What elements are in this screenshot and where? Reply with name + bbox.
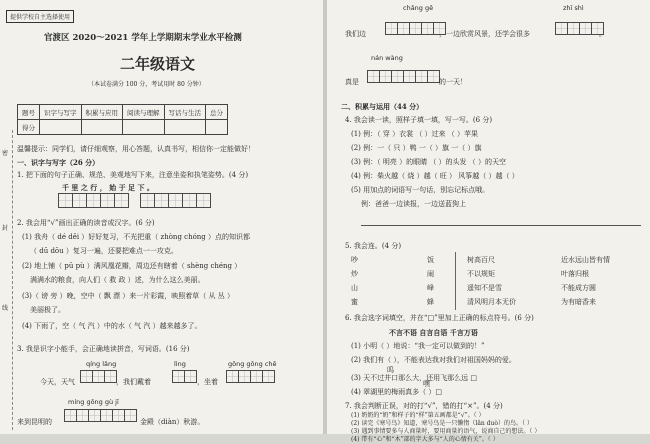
- q3-text: 来到昆明的: [17, 418, 52, 426]
- match-mid: 蜂: [427, 298, 434, 306]
- answer-grid: [80, 370, 116, 383]
- q3-text: ，我们戴着: [116, 378, 151, 386]
- q7-line: (3) 遇到事情要多与人商量时，要用商量的语气，说商自己的想法。（ ）: [351, 428, 541, 435]
- q2-line: 满满水的粮食，向人们（ 救 政 ）述，为什么这么美丽。: [30, 276, 205, 284]
- score-cell: [206, 120, 228, 135]
- q3-text: 我们边: [345, 30, 366, 38]
- pinyin: gōng gōng chē: [228, 360, 277, 368]
- pinyin: zhī shì: [563, 4, 584, 12]
- section-2-heading: 二、积累与运用（44 分）: [341, 102, 424, 111]
- q4-line: (5) 用加点的词语写一句话，别忘记标点哦。: [351, 186, 490, 194]
- q3-text: ，坐着: [197, 378, 218, 386]
- match-mid: 闹: [427, 270, 434, 278]
- reminder-text: 温馨提示：同学们，请仔细观察，用心答题，认真书写，相信你一定能做好！: [17, 145, 255, 153]
- q3-text: ，一边欣赏风景，还学会很多: [439, 30, 530, 38]
- q6-line: (4) 翠湖里的梅雨真多（ ）□: [351, 388, 442, 396]
- match-left: 山: [351, 284, 358, 292]
- pinyin: lìng: [174, 360, 186, 368]
- q3-text: 今天，天气: [40, 378, 75, 386]
- answer-grid: [226, 370, 274, 383]
- pinyin: qíng lǎng: [86, 360, 117, 368]
- score-cell: [40, 120, 82, 135]
- score-cell: [123, 120, 165, 135]
- q2-line: (2) 地上铺（ pū pù ）满风凰花瓣，周边还有瞎着（ shèng chéng ）: [22, 262, 242, 270]
- q6-mark: 嘿: [423, 380, 430, 388]
- score-row-label: 得分: [18, 120, 40, 135]
- match-right-a: 不以规矩: [467, 270, 495, 278]
- match-right-a: 遥知不是雪: [467, 284, 502, 292]
- exam-page-left: [0, 0, 323, 434]
- writing-grid: [58, 193, 128, 208]
- score-header: 总分: [206, 105, 228, 120]
- score-header: 识字与写字: [40, 105, 82, 120]
- seal-line-label: 密: [2, 150, 9, 157]
- match-left: 吵: [351, 256, 358, 264]
- q2-line: 美丽极了。: [30, 306, 65, 314]
- exam-page-right: [327, 0, 650, 443]
- question-1: 1. 把下面的句子正确、规范、美观地写下来，注意坐姿和执笔姿势。(4 分): [17, 171, 249, 179]
- pinyin: chǎng gē: [403, 4, 434, 12]
- q2-line: (4) 下雨了，空（ 气 汽 ）中的水（ 气 汽 ）越来越多了。: [22, 322, 202, 330]
- score-cell: [81, 120, 123, 135]
- q6-line: (2) 我们有（ ），不能表达我对我们对祖国妈妈的爱。: [351, 356, 516, 364]
- q2-line: (1) 我舟（ dé děi ）好好复习，不光把重（ zhòng chóng ）点的知识都: [22, 233, 251, 241]
- q4-line: (3) 例：（ 明亮 ）的眼睛 （ ）的头发 （ ）的天空: [351, 158, 506, 166]
- score-header: 阅读与理解: [123, 105, 165, 120]
- school-use-badge: 提供学校自主选择使用: [6, 10, 74, 23]
- divider: [455, 252, 456, 310]
- q2-line: （ dū dōu ）复习一遍，还要把难点一一攻克。: [30, 247, 178, 255]
- seal-line: [12, 130, 13, 430]
- subject-title: 二年级语文: [120, 55, 196, 73]
- question-5: 5. 我会连。(4 分): [345, 242, 402, 250]
- match-mid: 峰: [427, 284, 434, 292]
- q6-options: 不言不语 自言自语 千言万语: [389, 328, 478, 337]
- q6-mark: 呜: [387, 366, 394, 374]
- pinyin: míng gōng gù jī: [68, 398, 119, 406]
- question-6: 6. 我会选字词填空，并在“□”里加上正确的标点符号。(6 分): [345, 314, 534, 322]
- answer-grid: [367, 70, 439, 83]
- q7-line: (2) 读完《寒号鸟》知道，寒号鸟是一只懒惰（lǎn duò）的鸟。（ ）: [351, 420, 533, 427]
- exam-title: 官渡区 2020～2021 学年上学期期末学业水平检测: [44, 33, 242, 43]
- score-table: [17, 104, 228, 135]
- q4-line: (4) 例：柴火越（ 烧 ）越（ 旺 ） 风筝越（ ）越（ ）: [351, 172, 519, 180]
- seal-line-label: 线: [2, 305, 9, 312]
- question-3: 3. 我是识字小能手，会正确地读拼音，写词语。(16 分): [17, 345, 190, 353]
- question-7: 7. 我会判断正误，对的打“√”，错的打“×”。(4 分): [345, 402, 503, 410]
- match-right-a: 清风明月本无价: [467, 298, 516, 306]
- q3-text: 真是: [345, 78, 359, 86]
- exam-note: （本试卷满分 100 分，考试用时 80 分钟）: [88, 81, 205, 88]
- score-cell: [164, 120, 206, 135]
- section-1-heading: 一、识字与写字（26 分）: [17, 158, 100, 167]
- writing-grid: [140, 193, 210, 208]
- answer-grid: [64, 409, 136, 422]
- q6-line: (3) 天不过井口那么大，还用飞那么远 □: [351, 374, 477, 382]
- q4-example: 例：爸爸一边读报，一边送蓝狗上: [361, 200, 466, 208]
- answer-grid: [385, 22, 445, 35]
- pinyin: nán wàng: [371, 54, 403, 62]
- question-4: 4. 我会读一读，照样子填一填，写一写。(6 分): [345, 116, 493, 124]
- q3-text: 的一天！: [439, 78, 467, 86]
- match-right-a: 树高百尺: [467, 256, 495, 264]
- copy-sentence: 千 里 之 行 ， 始 于 足 下 。: [62, 183, 154, 192]
- match-right-b: 叶落归根: [561, 270, 589, 278]
- q7-line: (1) 奶奶的“奶”和样子的“样”第五画都是“√”。（ ）: [351, 412, 485, 419]
- match-left: 蜜: [351, 298, 358, 306]
- score-header: 题号: [18, 105, 40, 120]
- q6-line: (1) 小明（ ）地说：“我一定可以做到的！”: [351, 342, 485, 350]
- q3-text: 。: [599, 30, 606, 38]
- q4-line: (2) 例：一（ 只 ）鸭 一（ ）旗 一（ ）旗: [351, 144, 482, 152]
- match-right-b: 近水远山皆有情: [561, 256, 610, 264]
- score-header: 写话与生活: [164, 105, 206, 120]
- score-header: 积累与应用: [81, 105, 123, 120]
- seal-line-label: 封: [2, 225, 9, 232]
- writing-line: [361, 225, 641, 226]
- question-2: 2. 我会用“√”画出正确的读音或汉字。(6 分): [17, 219, 155, 227]
- match-right-b: 不能成方圆: [561, 284, 596, 292]
- match-left: 炒: [351, 270, 358, 278]
- q2-line: (3)（ 谤 旁 ）晚，空中（ 飘 漂 ）来一片彩霞，映照着草（ 从 丛 ）: [22, 292, 234, 300]
- answer-grid: [172, 370, 196, 383]
- match-mid: 饭: [427, 256, 434, 264]
- answer-grid: [555, 22, 603, 35]
- q7-line: (4) 带有“心”和“木”部的字大多与“人的心情有关”。（ ）: [351, 436, 499, 443]
- match-right-b: 为有暗香来: [561, 298, 596, 306]
- q3-text: 金殿（diàn）秋游。: [140, 418, 205, 426]
- q4-line: (1) 例：（ 穿 ）衣裳 （ ）过来 （ ）苹果: [351, 130, 478, 138]
